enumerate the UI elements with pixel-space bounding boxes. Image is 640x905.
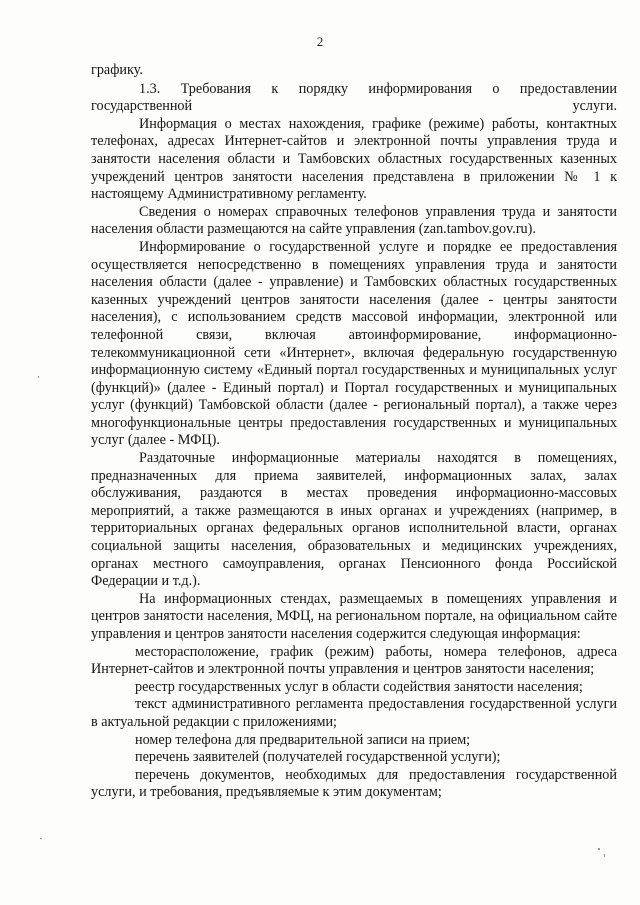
list-item-required-documents: перечень документов, необходимых для предоставления государственной услуги, и требования, предъявляемые к этим документам;: [91, 766, 617, 801]
list-item-services-registry: реестр государственных услуг в области содействия занятости населения;: [135, 678, 583, 695]
section-heading-1-3: 1.3. Требования к порядку информирования о предоставлении государственной услуги.: [91, 80, 617, 115]
list-item-location-schedule: месторасположение, график (режим) работы, номера телефонов, адреса Интернет-сайтов и электронной почты управления и центров занятости населения;: [91, 643, 617, 678]
page-number: 2: [316, 34, 324, 49]
list-item-applicants-list: перечень заявителей (получателей государственной услуги);: [135, 749, 501, 766]
scan-mark: [598, 848, 600, 850]
paragraph-reference-phones: Сведения о номерах справочных телефонов управления труда и занятости населения области размещаются на сайте управления (zan.tambov.gov.ru).: [91, 203, 617, 238]
paragraph-continuation: графику.: [91, 62, 143, 78]
list-item-appointment-phone: номер телефона для предварительной записи на прием;: [135, 731, 471, 748]
paragraph-handout-materials: Раздаточные информационные материалы находятся в помещениях, предназначенных для приема заявителей, информационных залах, залах обслуживания, раздаются в местах проведения информационно-массовых мероприятий, а также размещаются в иных органах и учреждениях (например, в территориальных органах федеральных органов исполнительной власти, органах социальной защиты населения, образовательных и медицинских учреждениях, органах местного самоуправления, органах Пенсионного фонда Российской Федерации и т.д.).: [91, 450, 617, 590]
paragraph-information-stands: На информационных стендах, размещаемых в помещениях управления и центров занятости населения, МФЦ, на региональном портале, на официальном сайте управления и центров занятости населения содержится следующая информация:: [91, 590, 617, 642]
scan-mark: [604, 854, 605, 857]
document-body: [91, 62, 617, 802]
paragraph-locations-info: Информация о местах нахождения, графике (режиме) работы, контактных телефонах, адресах Интернет-сайтов и электронной почты управления труда и занятости населения области и Тамбовских областных государственных казенных учреждений центров занятости населения представлена в приложении № 1 к настоящему Административному регламенту.: [91, 115, 617, 203]
scan-mark: [40, 838, 42, 839]
paragraph-informing-methods: Информирование о государственной услуге и порядке ее предоставления осуществляется непосредственно в помещениях управления труда и занятости населения области (далее - управление) и Тамбовских областных государственных казенных учреждений центров занятости населения (далее - центры занятости населения), с использованием средств массовой информации, электронной или телефонной связи, включая автоинформирование, информационно-телекоммуникационной сети «Интернет», включая федеральную государственную информационную систему «Единый портал государственных и муниципальных услуг (функций)» (далее - Единый портал) и Портал государственных и муниципальных услуг (функций) Тамбовской области (далее - региональный портал), а также через многофункциональные центры предоставления государственных и муниципальных услуг (далее - МФЦ).: [91, 238, 617, 449]
scan-mark: [38, 376, 39, 378]
list-item-regulation-text: текст административного регламента предоставления государственной услуги в актуальной редакции с приложениями;: [91, 696, 617, 730]
